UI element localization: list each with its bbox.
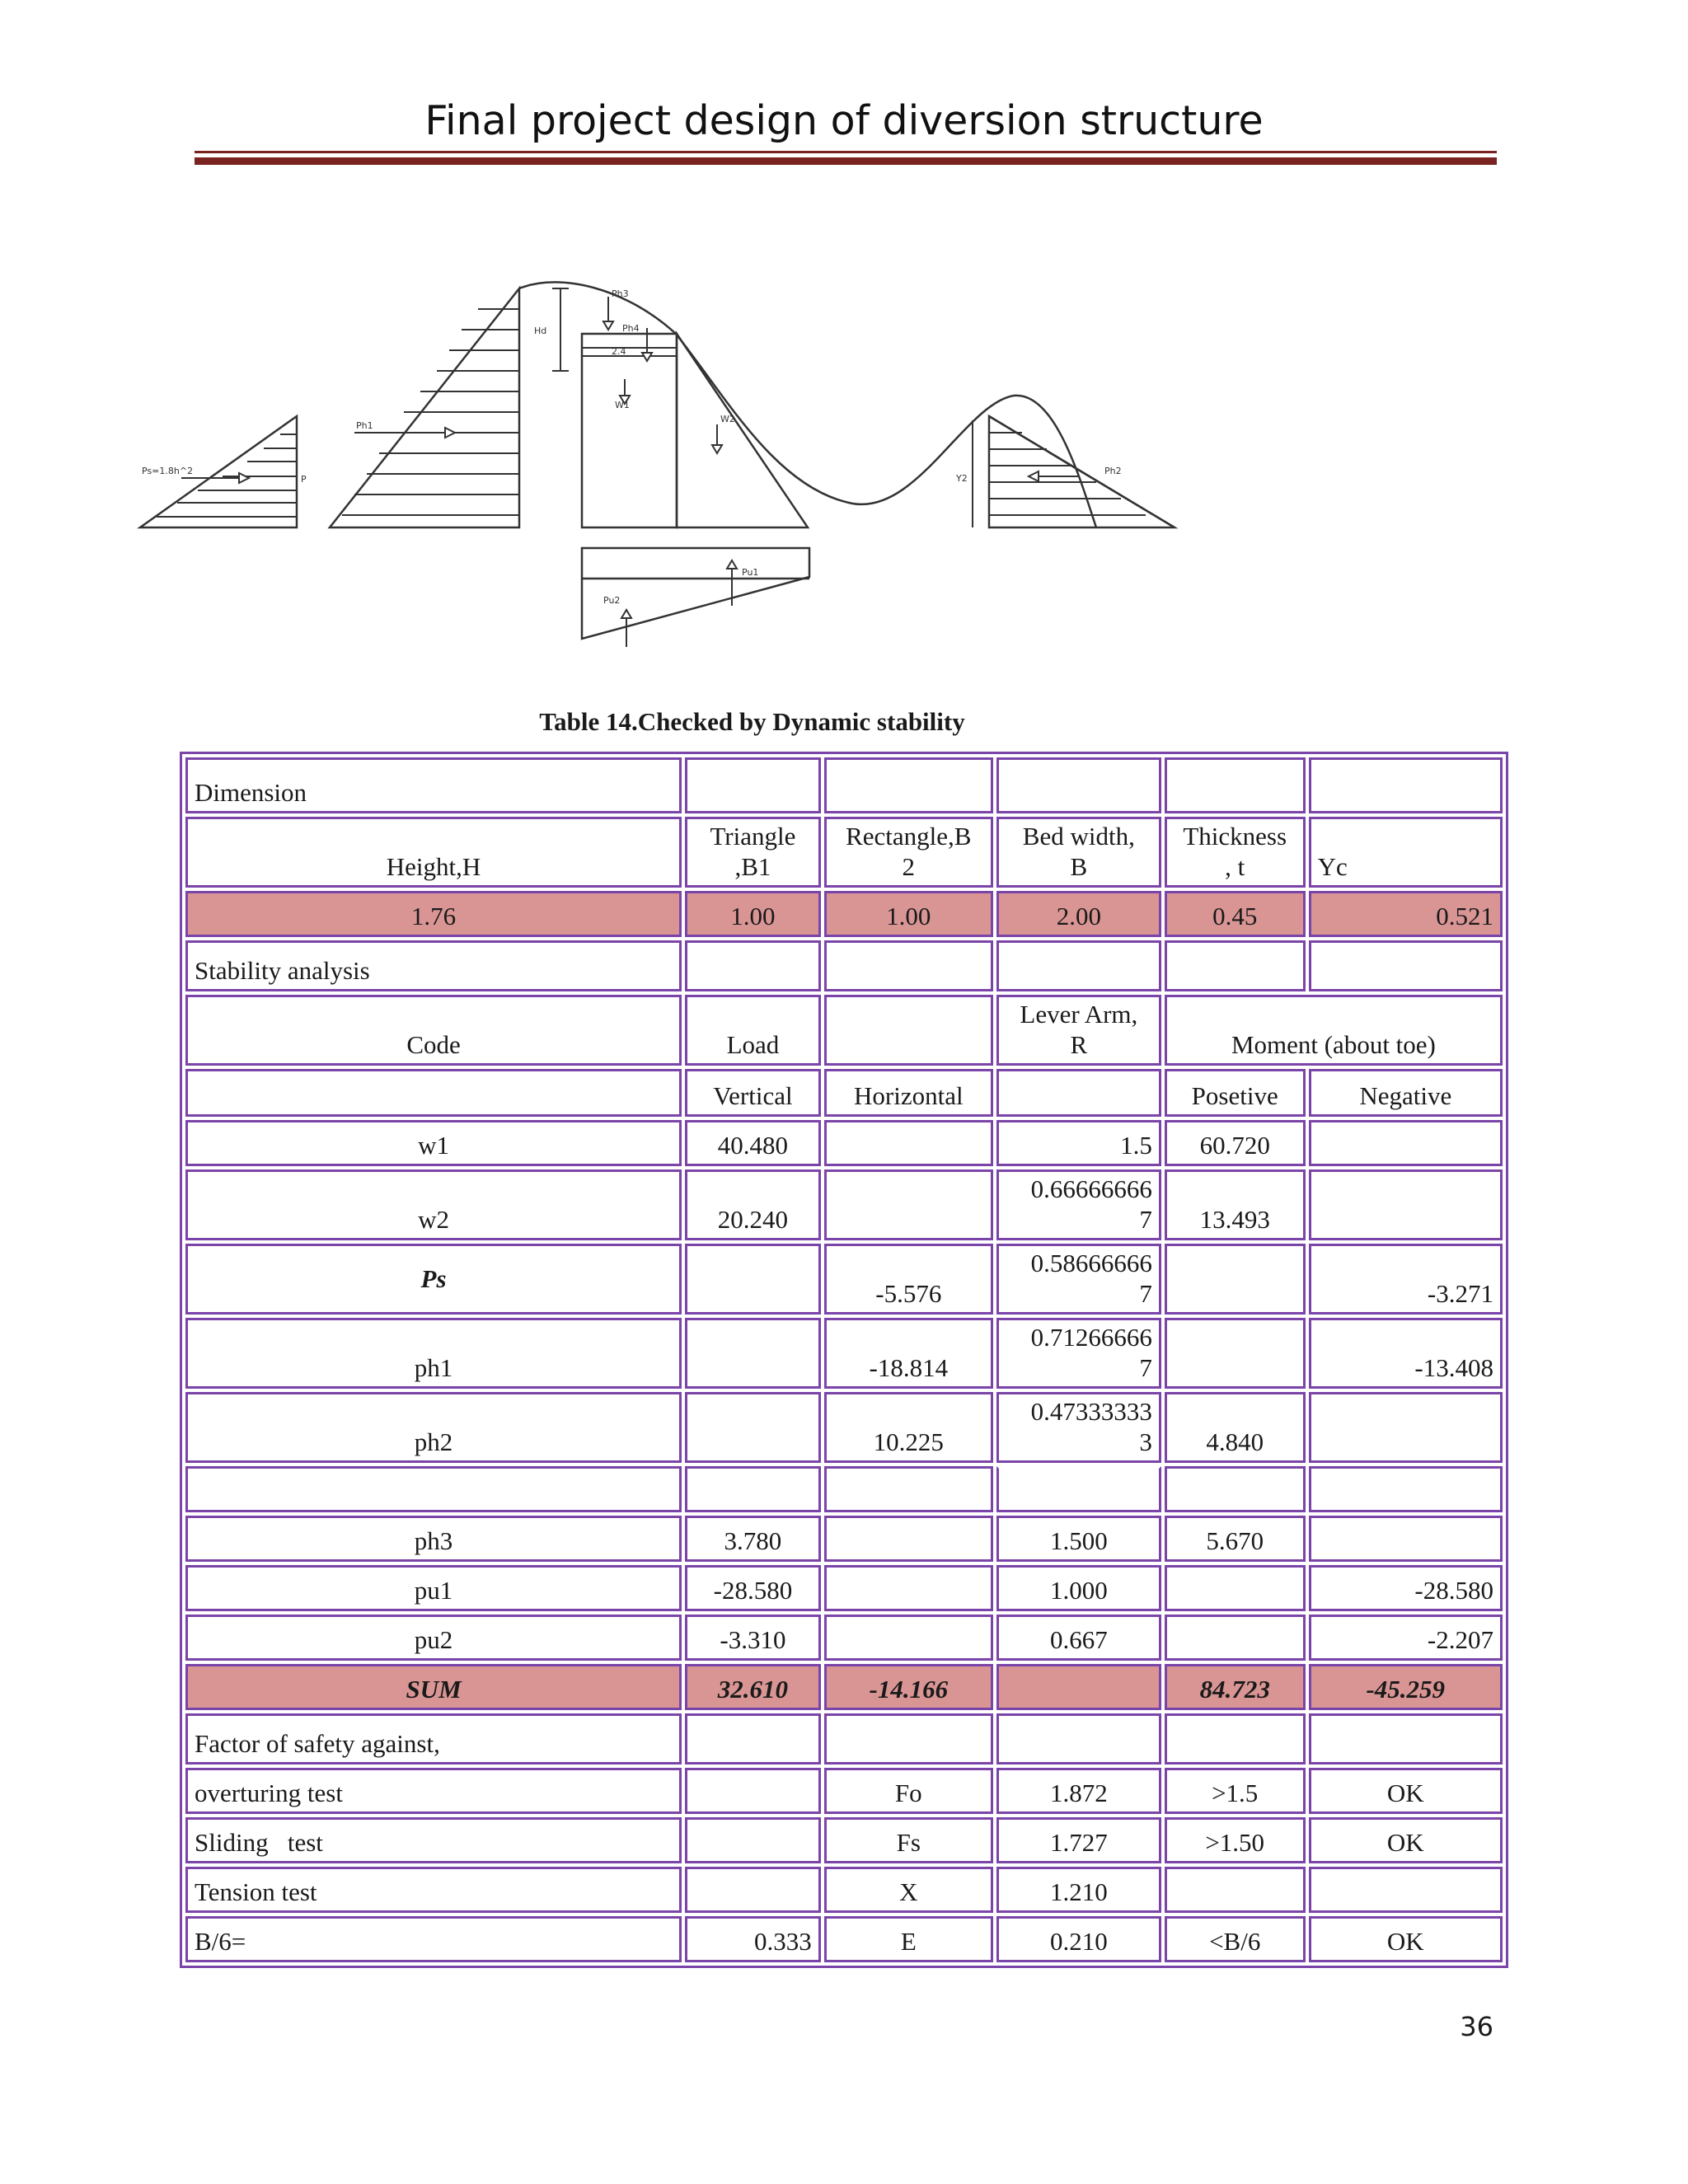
label-pu1: Pu1 [742,567,759,578]
tension-label: Tension test [185,1867,682,1913]
negative-cell [1309,1120,1503,1166]
overturning-criterion: >1.5 [1165,1768,1306,1814]
table-row [185,995,1503,1066]
moment-header: Moment (about toe) [1165,995,1503,1066]
lever-cell: 1.5 [996,1120,1161,1166]
b6-label: B/6= [185,1916,682,1962]
dynamic-stability-table [180,752,1508,1968]
code-cell: ph2 [185,1392,682,1463]
dim-value: 0.521 [1309,891,1503,937]
vertical-cell: 20.240 [685,1169,821,1240]
horizontal-header: Horizontal [824,1069,993,1117]
horizontal-cell: -18.814 [824,1318,993,1389]
table-row [185,1867,1503,1913]
dim-value: 1.00 [824,891,993,937]
positive-cell: 13.493 [1165,1169,1306,1240]
sum-negative: -45.259 [1309,1664,1503,1710]
label-ph2: Ph2 [1104,466,1122,476]
label-y2: Y2 [956,473,968,484]
horizontal-cell [824,1516,993,1562]
sliding-symbol: Fs [824,1817,993,1863]
lever-cell: 0.58666666 7 [996,1244,1161,1315]
negative-cell: -28.580 [1309,1565,1503,1611]
code-cell: ph3 [185,1516,682,1562]
vertical-cell [685,1318,821,1389]
overturning-value: 1.872 [996,1768,1161,1814]
negative-cell [1309,1169,1503,1240]
code-header: Code [185,995,682,1066]
vertical-header: Vertical [685,1069,821,1117]
positive-cell: 60.720 [1165,1120,1306,1166]
pressure-diagram [132,272,1195,659]
negative-cell: -2.207 [1309,1615,1503,1661]
table-row [185,1713,1503,1765]
negative-cell [1309,1516,1503,1562]
dim-header: Rectangle,B 2 [824,817,993,888]
page-number: 36 [1460,2011,1493,2042]
label-dim: 2.4 [612,346,626,357]
table-row [185,1120,1503,1166]
table-row [185,940,1503,991]
b6-value: 0.333 [685,1916,821,1962]
label-ps: Ps=1.8h^2 [142,466,194,476]
stability-label: Stability analysis [185,940,682,991]
positive-cell [1165,1318,1306,1389]
dim-header: Triangle ,B1 [685,817,821,888]
tension-value: 1.210 [996,1867,1161,1913]
label-pu2: Pu2 [603,595,621,606]
sliding-criterion: >1.50 [1165,1817,1306,1863]
dim-header: Thickness , t [1165,817,1306,888]
negative-cell: -3.271 [1309,1244,1503,1315]
table-row [185,1516,1503,1562]
horizontal-cell [824,1169,993,1240]
code-cell: w2 [185,1169,682,1240]
table-row [185,1169,1503,1240]
dim-header: Height,H [185,817,682,888]
horizontal-cell [824,1615,993,1661]
table-row [185,1817,1503,1863]
positive-cell [1165,1244,1306,1315]
positive-cell: 4.840 [1165,1392,1306,1463]
negative-cell [1309,1392,1503,1463]
eccentricity-value: 0.210 [996,1916,1161,1962]
header-rule [195,151,1497,153]
page-header-title: Final project design of diversion structure [424,97,1264,144]
vertical-cell [685,1392,821,1463]
label-w1: W1 [615,400,630,410]
table-row [185,1615,1503,1661]
vertical-cell: 40.480 [685,1120,821,1166]
eccentricity-criterion: <B/6 [1165,1916,1306,1962]
dim-value: 1.76 [185,891,682,937]
dim-value: 1.00 [685,891,821,937]
sum-label: SUM [185,1664,682,1710]
vertical-cell: -3.310 [685,1615,821,1661]
label-p: P [301,474,307,485]
negative-cell: -13.408 [1309,1318,1503,1389]
dimension-label: Dimension [185,757,682,813]
tension-symbol: X [824,1867,993,1913]
positive-header: Posetive [1165,1069,1306,1117]
lever-cell: 0.66666666 7 [996,1169,1161,1240]
overturning-result: OK [1309,1768,1503,1814]
sum-horizontal: -14.166 [824,1664,993,1710]
sliding-result: OK [1309,1817,1503,1863]
code-cell: ph1 [185,1318,682,1389]
label-ph1: Ph1 [356,420,373,431]
table-row [185,891,1503,937]
eccentricity-symbol: E [824,1916,993,1962]
header-rule-thick [195,157,1497,165]
label-hd: Hd [534,326,547,336]
positive-cell [1165,1615,1306,1661]
negative-header: Negative [1309,1069,1503,1117]
table-row [185,1244,1503,1315]
table-row [185,1318,1503,1389]
lever-cell: 0.71266666 7 [996,1318,1161,1389]
table-row [185,1392,1503,1463]
lever-header: Lever Arm, R [996,995,1161,1066]
horizontal-cell [824,1565,993,1611]
table-row [185,757,1503,813]
load-header: Load [685,995,821,1066]
code-cell: w1 [185,1120,682,1166]
table-row [185,1069,1503,1117]
table-row [185,1466,1503,1512]
lever-cell: 1.000 [996,1565,1161,1611]
label-ph3: Ph3 [612,288,629,299]
vertical-cell [685,1244,821,1315]
dim-value: 0.45 [1165,891,1306,937]
table-row [185,1768,1503,1814]
dim-header: Yc [1309,817,1503,888]
vertical-cell: -28.580 [685,1565,821,1611]
label-w2: W2 [720,414,735,424]
overturning-label: overturing test [185,1768,682,1814]
eccentricity-result: OK [1309,1916,1503,1962]
horizontal-cell: -5.576 [824,1244,993,1315]
sliding-label: Sliding test [185,1817,682,1863]
label-ph4: Ph4 [622,323,640,334]
sum-positive: 84.723 [1165,1664,1306,1710]
table-row [185,1565,1503,1611]
lever-cell: 0.47333333 3 [996,1392,1161,1463]
table-caption: Table 14.Checked by Dynamic stability [539,707,965,736]
sum-row [185,1664,1503,1710]
code-cell: Ps [185,1244,682,1315]
horizontal-cell [824,1120,993,1166]
positive-cell: 5.670 [1165,1516,1306,1562]
vertical-cell: 3.780 [685,1516,821,1562]
lever-cell: 0.667 [996,1615,1161,1661]
overturning-symbol: Fo [824,1768,993,1814]
table-row [185,817,1503,888]
dim-header: Bed width, B [996,817,1161,888]
dim-value: 2.00 [996,891,1161,937]
horizontal-cell: 10.225 [824,1392,993,1463]
table-row [185,1916,1503,1962]
fos-label: Factor of safety against, [185,1713,682,1765]
positive-cell [1165,1565,1306,1611]
code-cell: pu1 [185,1565,682,1611]
lever-cell: 1.500 [996,1516,1161,1562]
sum-vertical: 32.610 [685,1664,821,1710]
sliding-value: 1.727 [996,1817,1161,1863]
code-cell: pu2 [185,1615,682,1661]
